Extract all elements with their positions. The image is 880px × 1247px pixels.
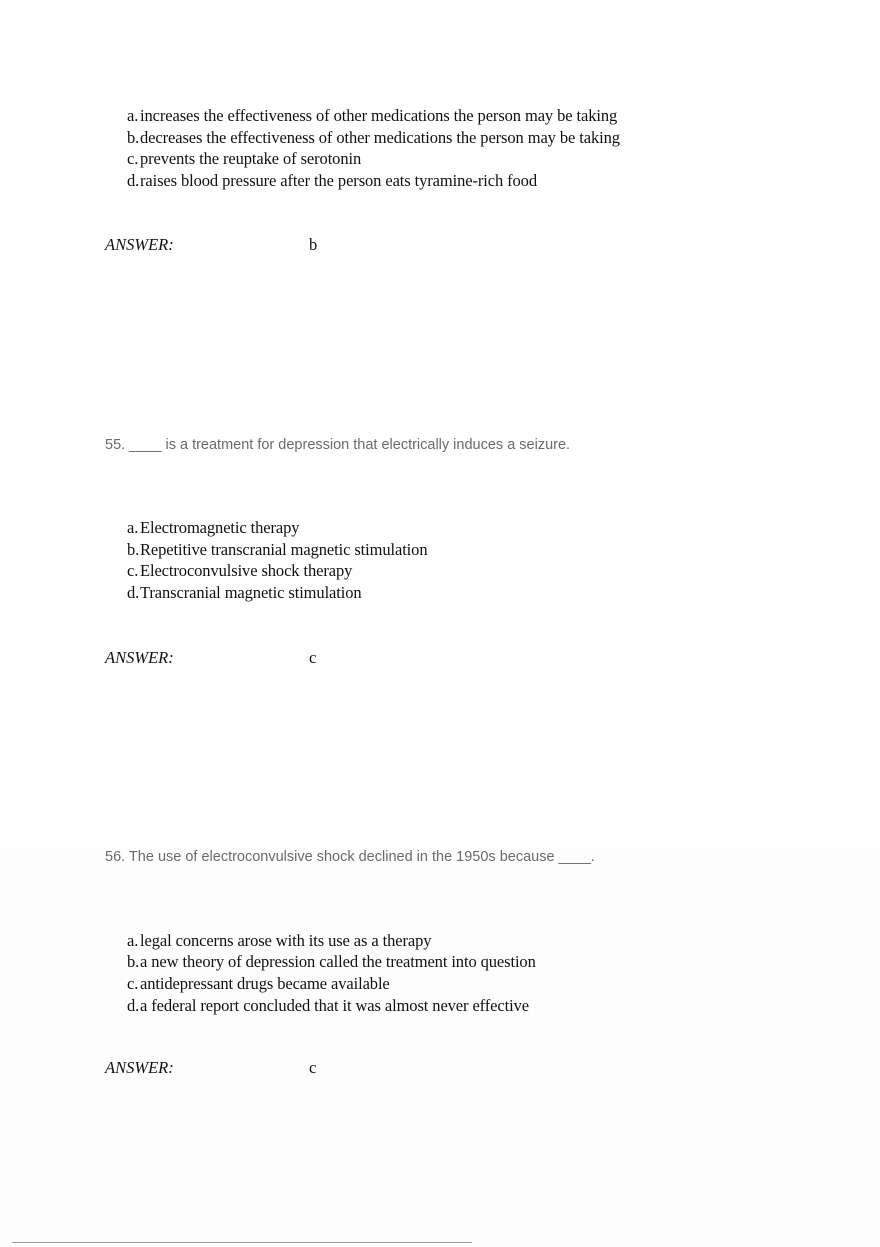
option-a: a. legal concerns arose with its use as a therapy (127, 931, 432, 950)
option-b: b.decreases the effectiveness of other medications the person may be taking (127, 128, 620, 147)
option-b: b.a new theory of depression called the treatment into question (127, 952, 536, 971)
footer-divider (12, 1242, 472, 1243)
option-b: b.Repetitive transcranial magnetic stimulation (127, 540, 428, 559)
option-c: c. Electroconvulsive shock therapy (127, 561, 353, 580)
option-d: d.raises blood pressure after the person eats tyramine-rich food (127, 171, 537, 190)
option-d: d.a federal report concluded that it was almost never effective (127, 996, 529, 1015)
option-c: c. antidepressant drugs became available (127, 974, 390, 993)
question-56: 56. The use of electroconvulsive shock declined in the 1950s because ____. (105, 849, 595, 865)
question-55: 55. ____ is a treatment for depression that electrically induces a seizure. (105, 437, 571, 453)
answer-value: b (309, 235, 318, 254)
answer-value: c (309, 1058, 317, 1077)
answer-label: ANSWER: (105, 235, 174, 254)
option-a: a. increases the effectiveness of other medications the person may be taking (127, 106, 618, 125)
option-c: c. prevents the reuptake of serotonin (127, 149, 362, 168)
answer-label: ANSWER: (105, 1058, 174, 1077)
answer-value: c (309, 648, 317, 667)
answer-label: ANSWER: (105, 648, 174, 667)
option-a: a. Electromagnetic therapy (127, 518, 300, 537)
option-d: d.Transcranial magnetic stimulation (127, 583, 362, 602)
